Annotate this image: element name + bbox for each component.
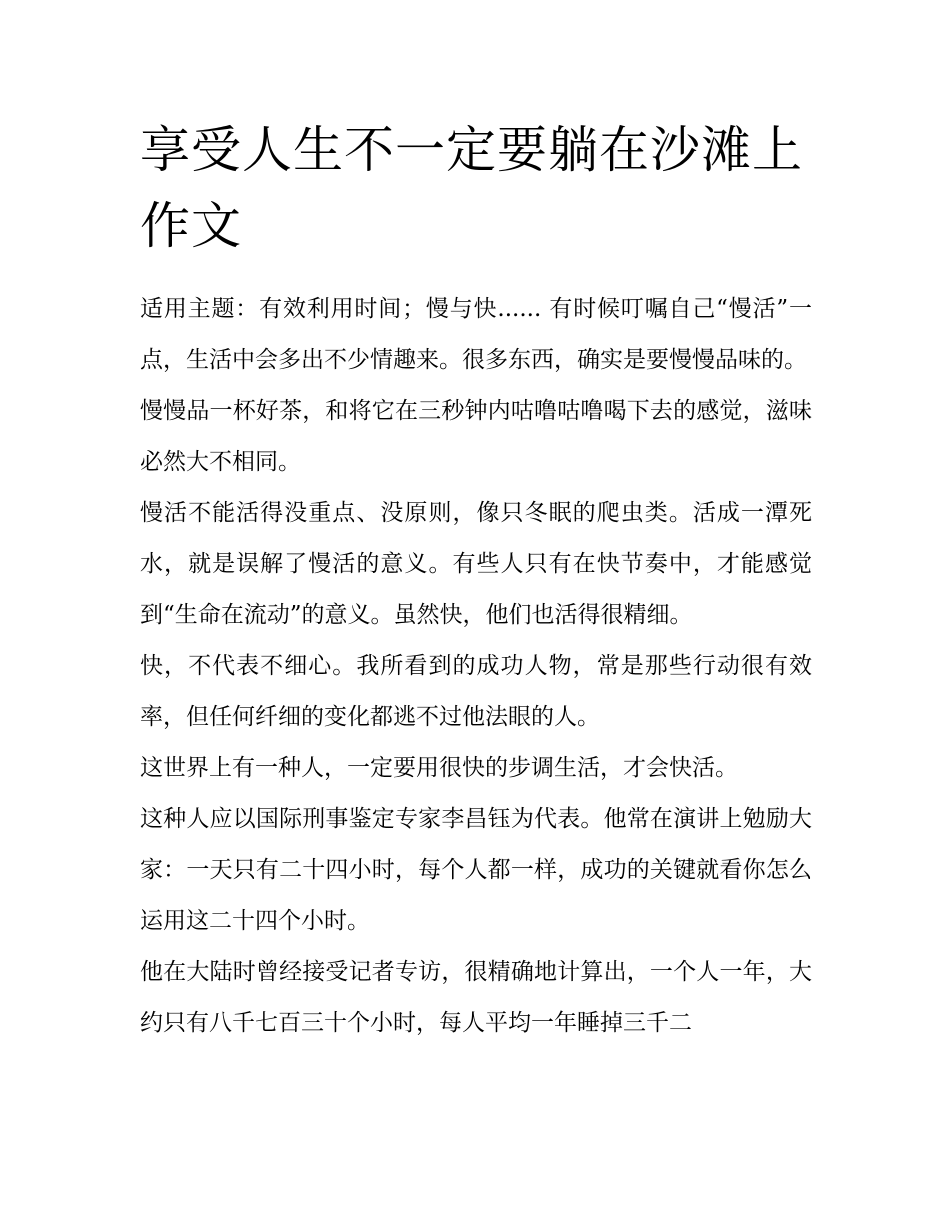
paragraph: 适用主题：有效利用时间；慢与快...... 有时候叮嘱自己“慢活”一点，生活中会多出不少情趣来。很多东西，确实是要慢慢品味的。	[140, 296, 812, 373]
paragraph: 这世界上有一种人，一定要用很快的步调生活，才会快活。	[140, 755, 738, 781]
document-page	[140, 112, 812, 1049]
paragraph: 他在大陆时曾经接受记者专访，很精确地计算出，一个人一年，大约只有八千七百三十个小时，每人平均一年睡掉三千二	[140, 959, 812, 1036]
document-title: 享受人生不一定要躺在沙滩上作文	[140, 121, 803, 255]
paragraph: 快，不代表不细心。我所看到的成功人物，常是那些行动很有效率，但任何纤细的变化都逃不过他法眼的人。	[140, 653, 812, 730]
paragraph: 慢活不能活得没重点、没原则，像只冬眠的爬虫类。活成一潭死水，就是误解了慢活的意义。有些人只有在快节奏中，才能感觉到“生命在流动”的意义。虽然快，他们也活得很精细。	[140, 500, 812, 628]
paragraph: 这种人应以国际刑事鉴定专家李昌钰为代表。他常在演讲上勉励大家：一天只有二十四小时，每个人都一样，成功的关键就看你怎么运用这二十四个小时。	[140, 806, 812, 934]
paragraph: 慢慢品一杯好茶，和将它在三秒钟内咕噜咕噜喝下去的感觉，滋味必然大不相同。	[140, 398, 812, 475]
document-body	[140, 284, 812, 1049]
